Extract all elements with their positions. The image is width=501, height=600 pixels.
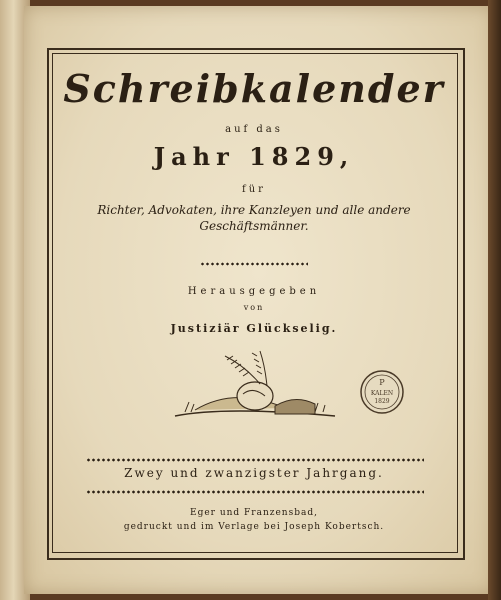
vignette-illustration <box>165 346 345 426</box>
year-line: Jahr 1829, <box>153 142 355 171</box>
book-title: Schreibkalender <box>63 66 445 111</box>
dotted-rule-top <box>86 458 424 462</box>
imprint-place: Eger und Franzensbad, <box>190 508 318 518</box>
dotted-divider <box>200 262 308 266</box>
herausgegeben-line: Herausgegeben <box>187 286 321 297</box>
editor-name: Justiziär Glückselig. <box>170 322 338 335</box>
page-edge-shadow <box>488 0 501 600</box>
svg-text:P: P <box>379 378 385 387</box>
fuer-line: für <box>242 184 266 195</box>
addressees-line: Richter, Advokaten, ihre Kanzleyen und alle andere Geschäftsmänner. <box>97 203 411 233</box>
auf-das-line: auf das <box>225 124 283 135</box>
volume-line: Zwey und zwanzigster Jahrgang. <box>124 466 384 480</box>
von-line: von <box>243 303 265 312</box>
library-stamp <box>359 369 405 415</box>
dotted-rule-bottom <box>86 490 424 494</box>
imprint-block <box>56 506 452 534</box>
svg-text:1829: 1829 <box>374 398 390 405</box>
svg-text:KALEN: KALEN <box>370 390 394 397</box>
imprint-printer: gedruckt und im Verlage bei Joseph Kobertsch. <box>123 522 385 532</box>
